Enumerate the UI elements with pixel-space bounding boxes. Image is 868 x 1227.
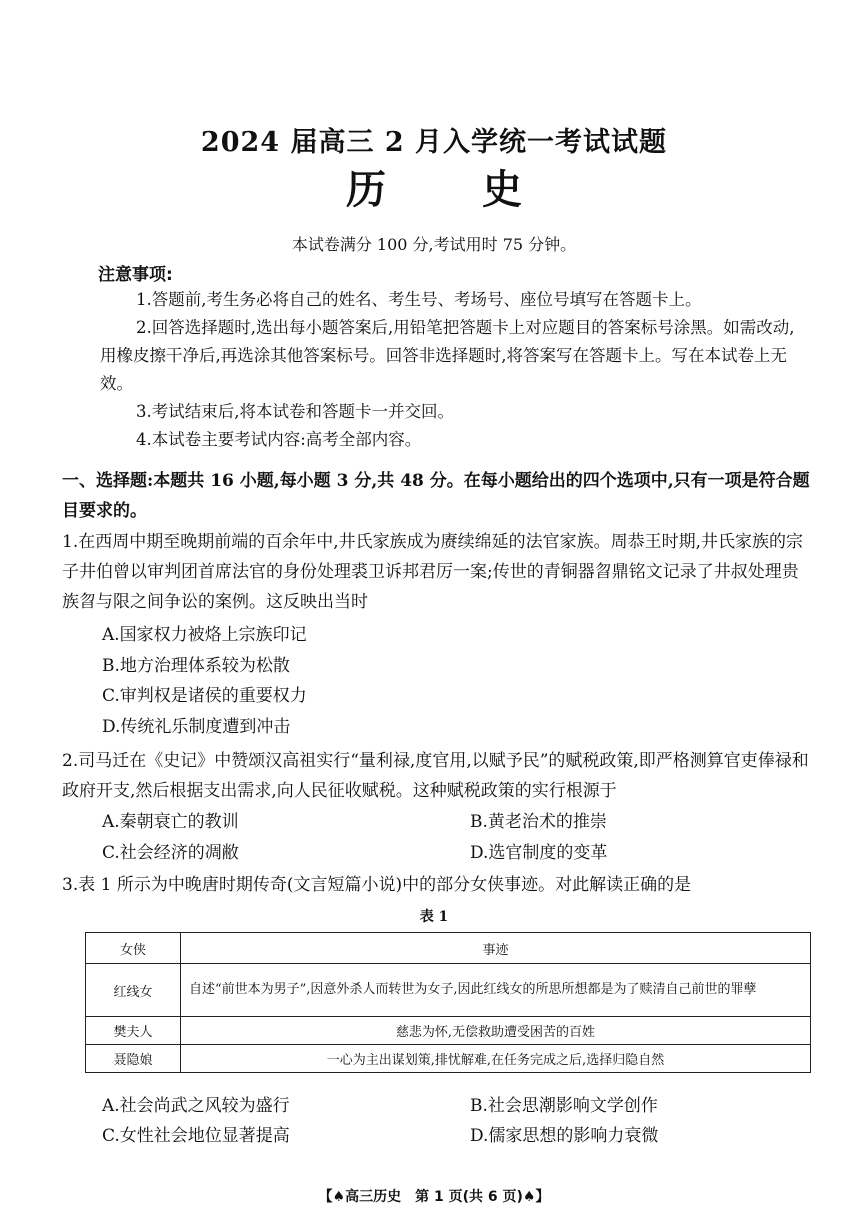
option-a: A.秦朝衰亡的教训 bbox=[102, 812, 239, 832]
table-caption: 表 1 bbox=[419, 909, 449, 925]
table-1 bbox=[85, 932, 811, 1073]
option-d: D.儒家思想的影响力衰微 bbox=[470, 1126, 659, 1146]
option-b: B.社会思潮影响文学创作 bbox=[470, 1096, 658, 1116]
note-item: 4.本试卷主要考试内容:高考全部内容。 bbox=[136, 430, 422, 449]
question-stem: 3.表 1 所示为中晚唐时期传奇(文言短篇小说)中的部分女侠事迹。对此解读正确的是 bbox=[62, 875, 692, 895]
note-item: 2.回答选择题时,选出每小题答案后,用铅笔把答题卡上对应题目的答案标号涂黑。如需改动,用橡皮擦干净后,再选涂其他答案标号。回答非选择题时,将答案写在答题卡上。写在本试卷上无效。 bbox=[100, 318, 795, 393]
option-c: C.女性社会地位显著提高 bbox=[102, 1126, 290, 1146]
option-b: B.地方治理体系较为松散 bbox=[102, 656, 290, 676]
option-c: C.社会经济的凋敝 bbox=[102, 843, 239, 863]
table-cell: 红线女 bbox=[86, 964, 181, 1017]
note-item: 1.答题前,考生务必将自己的姓名、考生号、考场号、座位号填写在答题卡上。 bbox=[136, 290, 702, 309]
table-header-row bbox=[86, 933, 811, 964]
page-footer bbox=[0, 1186, 868, 1206]
notes-title: 注意事项: bbox=[98, 265, 173, 285]
spade-icon: 【♠ bbox=[318, 1189, 346, 1205]
exam-title: 2024 届高三 2 月入学统一考试试题 bbox=[200, 127, 668, 158]
section-heading: 一、选择题:本题共 16 小题,每小题 3 分,共 48 分。在每小题给出的四个选项中,只有一项是符合题目要求的。 bbox=[62, 471, 810, 521]
table-cell: 聂隐娘 bbox=[86, 1045, 181, 1073]
spade-icon: ♠】 bbox=[522, 1189, 550, 1205]
option-b: B.黄老治术的推崇 bbox=[470, 812, 607, 832]
score-line: 本试卷满分 100 分,考试用时 75 分钟。 bbox=[291, 235, 577, 254]
question-stem: 1.在西周中期至晚期前端的百余年中,井氏家族成为赓续绵延的法官家族。周恭王时期,井氏家族的宗子井伯曾以审判团首席法官的身份处理裘卫诉邦君厉一案;传世的青铜器曶鼎铭文记录了井叔处理贵族曶与限之间争讼的案例。这反映出当时 bbox=[62, 532, 804, 612]
option-d: D.选官制度的变革 bbox=[470, 843, 608, 863]
table-cell: 自述“前世本为男子”,因意外杀人而转世为女子,因此红线女的所思所想都是为了赎清自己前世的罪孽 bbox=[181, 964, 811, 1017]
option-d: D.传统礼乐制度遭到冲击 bbox=[102, 717, 291, 737]
column-header: 女侠 bbox=[86, 933, 181, 964]
footer-text: 高三历史 第 1 页(共 6 页) bbox=[345, 1189, 523, 1205]
table-row bbox=[86, 1017, 811, 1045]
question-stem: 2.司马迁在《史记》中赞颂汉高祖实行“量利禄,度官用,以赋予民”的赋税政策,即严格测算官吏俸禄和政府开支,然后根据支出需求,向人民征收赋税。这种赋税政策的实行根源于 bbox=[62, 751, 809, 801]
table-cell: 樊夫人 bbox=[86, 1017, 181, 1045]
table-cell: 一心为主出谋划策,排忧解难,在任务完成之后,选择归隐自然 bbox=[181, 1045, 811, 1073]
option-c: C.审判权是诸侯的重要权力 bbox=[102, 686, 307, 706]
subject-title: 历史 bbox=[346, 166, 618, 213]
option-a: A.社会尚武之风较为盛行 bbox=[102, 1096, 290, 1116]
table-cell: 慈悲为怀,无偿救助遭受困苦的百姓 bbox=[181, 1017, 811, 1045]
column-header: 事迹 bbox=[181, 933, 811, 964]
table-row bbox=[86, 1045, 811, 1073]
note-item: 3.考试结束后,将本试卷和答题卡一并交回。 bbox=[136, 402, 454, 421]
table-row bbox=[86, 964, 811, 1017]
option-a: A.国家权力被烙上宗族印记 bbox=[102, 625, 307, 645]
